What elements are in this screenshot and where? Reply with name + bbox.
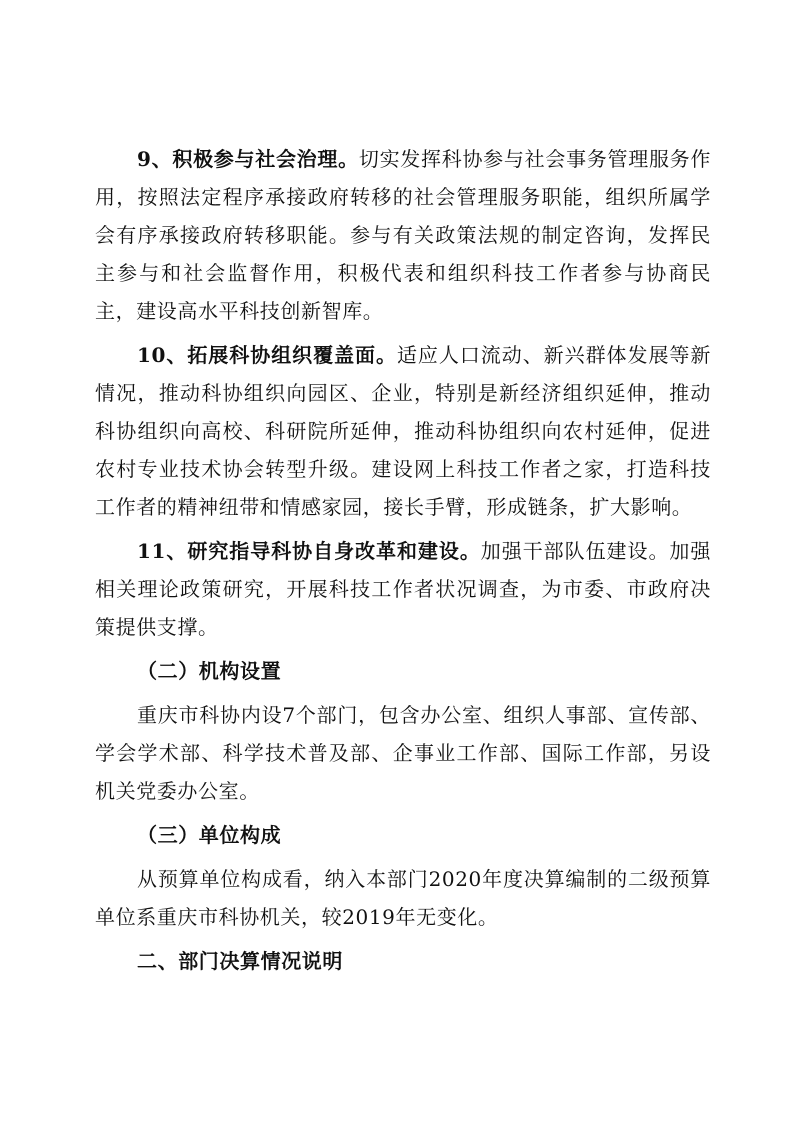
section-heading-organization: （二）机构设置 <box>137 659 282 683</box>
document-content <box>95 140 711 980</box>
section-heading-units: （三）单位构成 <box>137 823 282 847</box>
section-body-organization: 重庆市科协内设7个部门，包含办公室、组织人事部、宣传部、学会学术部、科学技术普及部、企事业工作部、国际工作部，另设机关党委办公室。 <box>95 703 711 803</box>
paragraph-body: 加强干部队伍建设。加强相关理论政策研究，开展科技工作者状况调查，为市委、市政府决策提供支撑。 <box>95 539 711 639</box>
paragraph-lead: 11、研究指导科协自身改革和建设。 <box>137 539 481 563</box>
paragraph-item-11 <box>95 532 711 646</box>
paragraph-lead: 9、积极参与社会治理。 <box>137 147 359 171</box>
paragraph-item-9 <box>95 140 711 330</box>
paragraph-item-10 <box>95 336 711 526</box>
section-body-units: 从预算单位构成看，纳入本部门2020年度决算编制的二级预算单位系重庆市科协机关，较2019年无变化。 <box>95 867 711 929</box>
paragraph-body: 适应人口流动、新兴群体发展等新情况，推动科协组织向园区、企业，特别是新经济组织延伸，推动科协组织向高校、科研院所延伸，推动科协组织向农村延伸，促进农村专业技术协会转型升级。建设网上科技工作者之家，打造科技工作者的精神纽带和情感家园，接长手臂，形成链条，扩大影响。 <box>95 343 711 519</box>
section-heading-final-accounts: 二、部门决算情况说明 <box>137 949 343 973</box>
paragraph-body: 切实发挥科协参与社会事务管理服务作用，按照法定程序承接政府转移的社会管理服务职能，组织所属学会有序承接政府转移职能。参与有关政策法规的制定咨询，发挥民主参与和社会监督作用，积极代表和组织科技工作者参与协商民主，建设高水平科技创新智库。 <box>95 147 711 323</box>
paragraph-lead: 10、拓展科协组织覆盖面。 <box>137 343 397 367</box>
